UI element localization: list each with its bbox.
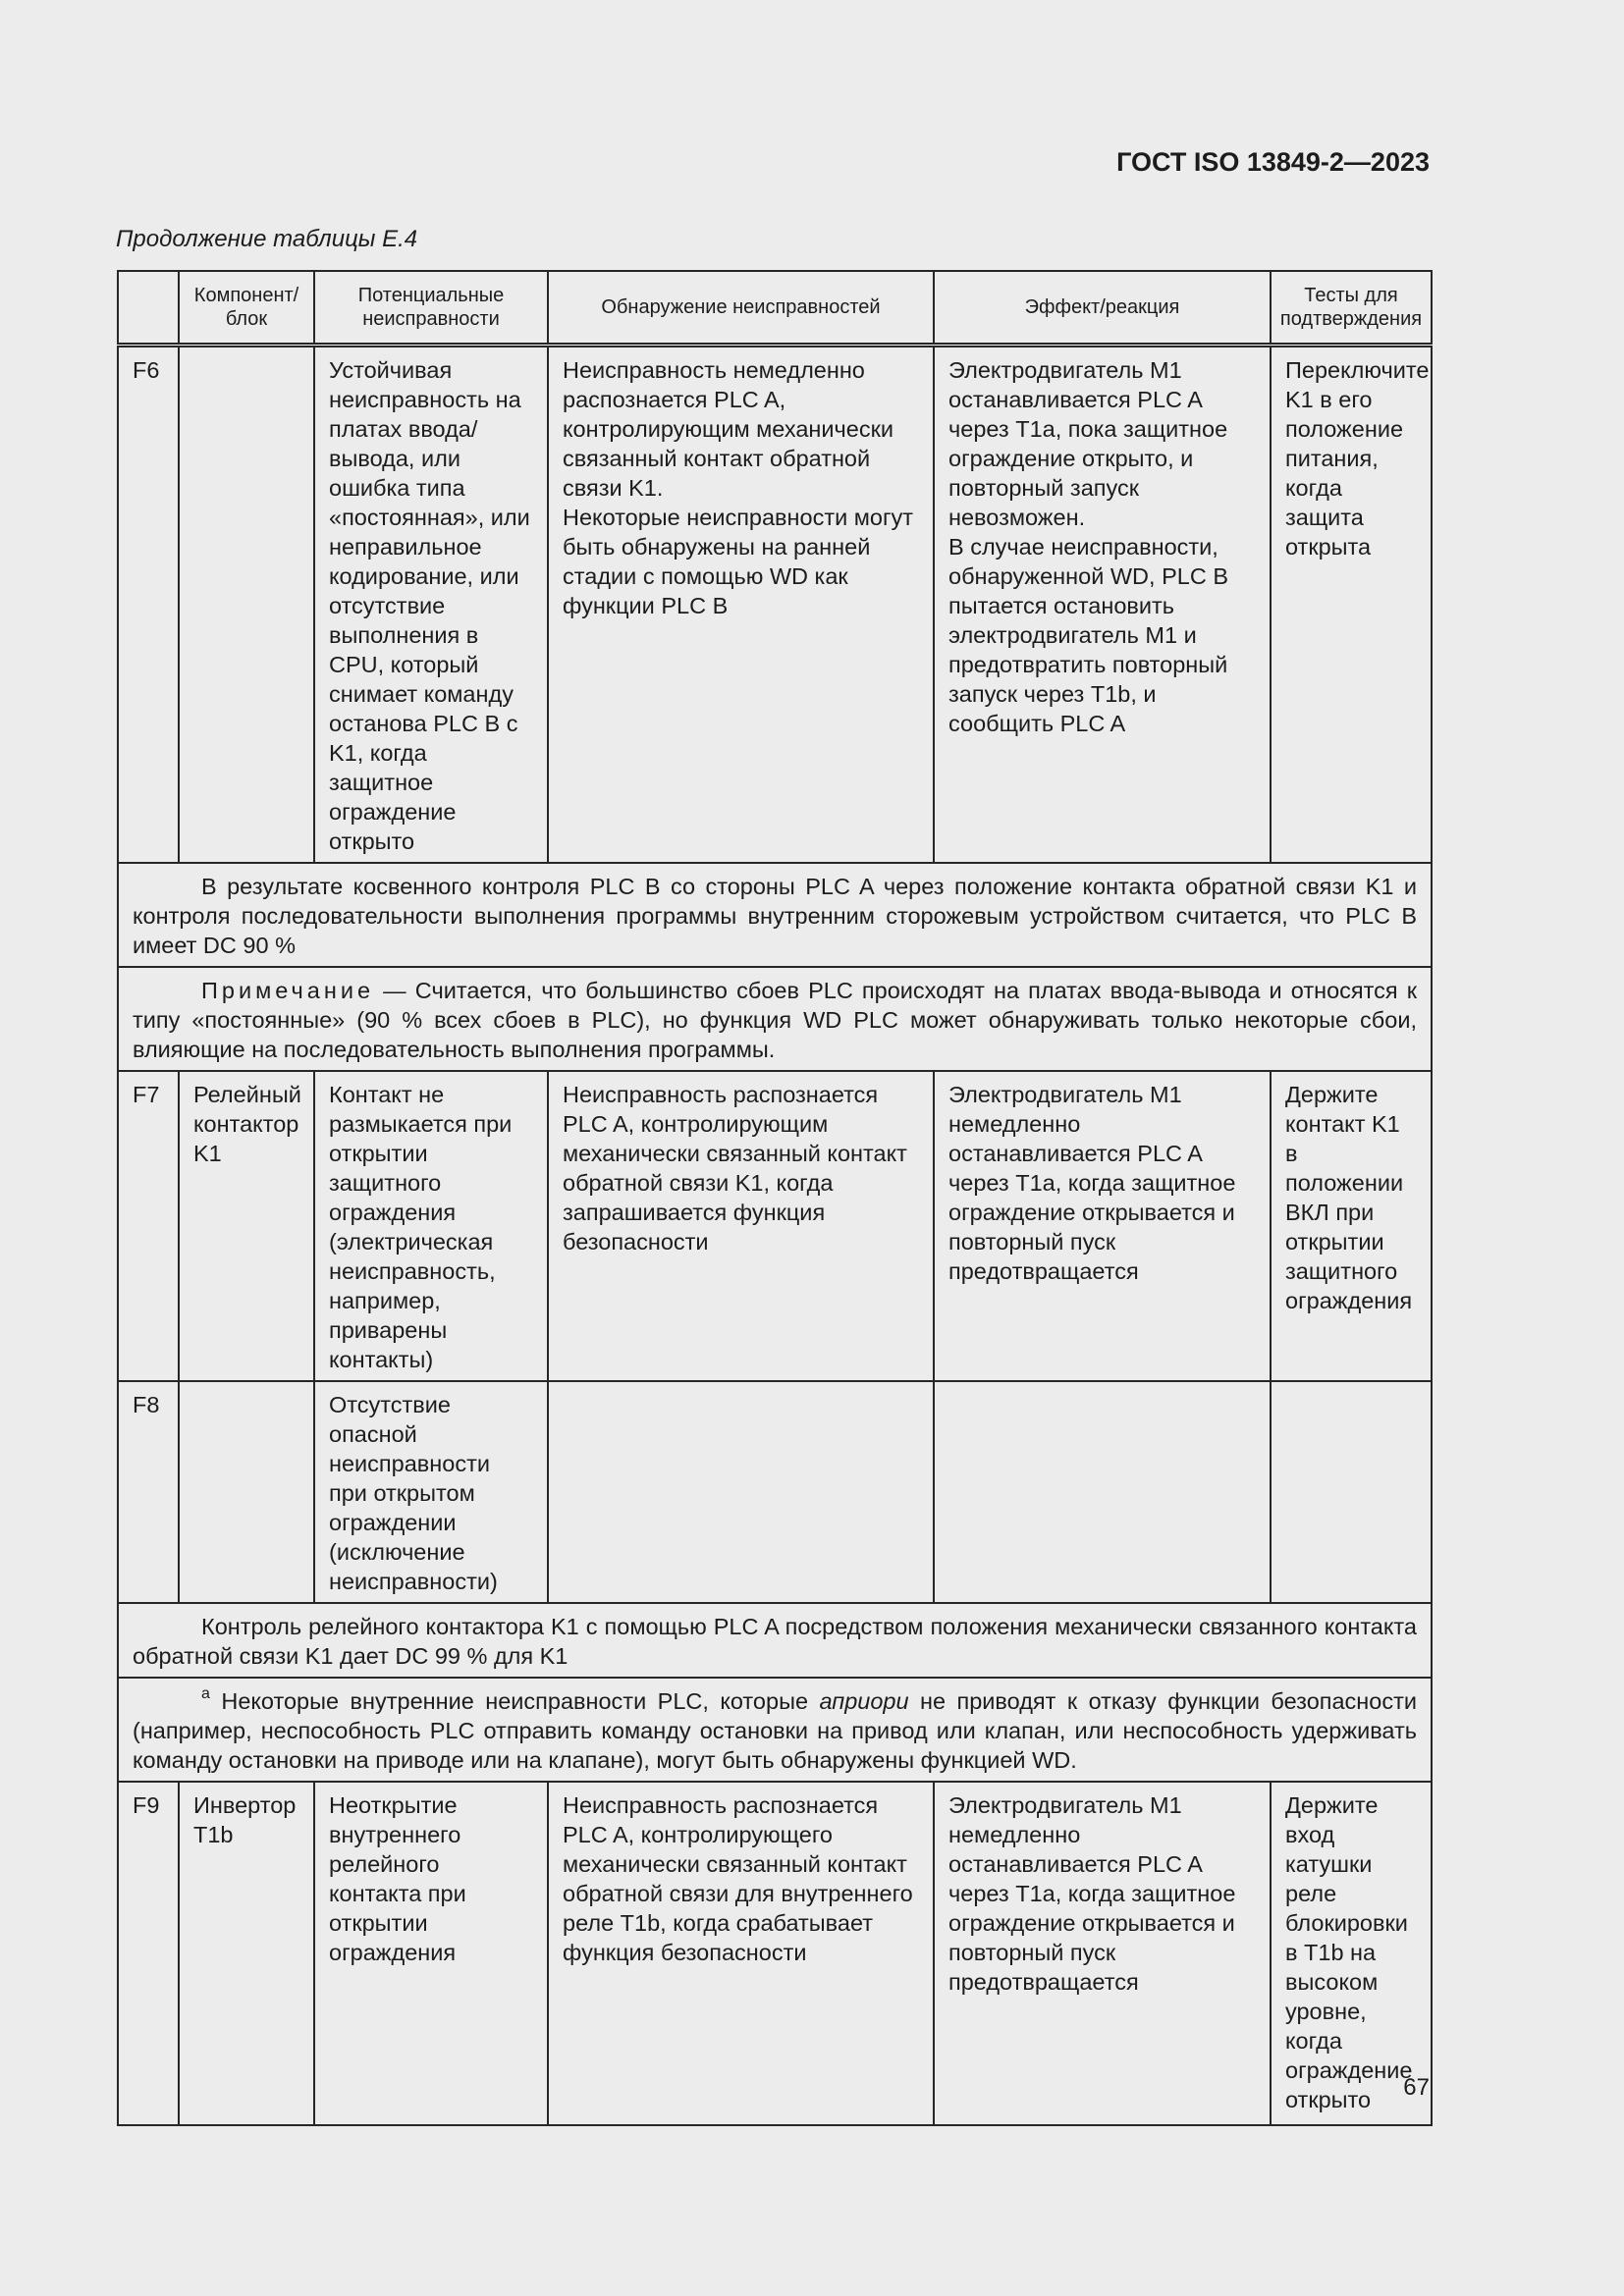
note-text: — Считается, что большинство сбоев PLC происходят на платах ввода-вывода и относятся к типу «постоянные» (90 % всех сбоев в PLC), но функция WD PLC может обнаруживать только некоторые сбои, влияющие на последовательность выполнения программы. [133,978,1417,1062]
header-tests: Тесты для подтверждения [1271,271,1432,346]
cell-id: F7 [118,1071,179,1381]
table-row-dc-note-2 [118,1603,1432,1678]
cell-detection [548,1381,934,1603]
note-cell [118,967,1432,1071]
dc-note-cell [118,863,1432,967]
table-row-dc-note-1 [118,863,1432,967]
footnote-emph: априори [819,1688,909,1714]
table-row-f7 [118,1071,1432,1381]
header-component: Компонент/ блок [179,271,314,346]
dc-note-text: Контроль релейного контактора K1 с помощью PLC A посредством положения механически связанного контакта обратной связи K1 дает DC 99 % для K1 [133,1614,1417,1669]
cell-effect: Электродвигатель M1 немедленно останавливается PLC A через T1a, когда защитное ограждение открывается и повторный пуск предотвращается [934,1782,1271,2125]
cell-id: F8 [118,1381,179,1603]
page-number: 67 [1403,2074,1430,2101]
note-label: Примечание [201,978,375,1003]
table-row-f8 [118,1381,1432,1603]
cell-tests: Держите вход катушки реле блокировки в T1b на высоком уровне, когда ограждение открыто [1271,1782,1432,2125]
cell-detection: Неисправность распознается PLC A, контролирующего механически связанный контакт обратной связи для внутреннего реле T1b, когда срабатывает функция безопасности [548,1782,934,2125]
header-id [118,271,179,346]
cell-component [179,1381,314,1603]
cell-faults: Неоткрытие внутреннего релейного контакта при открытии ограждения [314,1782,548,2125]
fault-table [117,270,1433,2126]
table-row-footnote [118,1678,1432,1782]
cell-detection: Неисправность распознается PLC A, контролирующим механически связанный контакт обратной связи K1, когда запрашивается функция безопасности [548,1071,934,1381]
table-row-f6 [118,346,1432,864]
cell-effect: Электродвигатель M1 немедленно останавливается PLC A через T1a, когда защитное ограждение открывается и повторный пуск предотвращается [934,1071,1271,1381]
cell-detection: Неисправность немедленно распознается PLC A, контролирующим механически связанный контакт обратной связи K1. Некоторые неисправности могут быть обнаружены на ранней стадии с помощью WD как функции PLC B [548,346,934,864]
cell-tests [1271,1381,1432,1603]
cell-faults: Контакт не размыкается при открытии защитного ограждения (электрическая неисправность, например, приварены контакты) [314,1071,548,1381]
cell-faults: Отсутствие опасной неисправности при открытом ограждении (исключение неисправности) [314,1381,548,1603]
footnote-text-2: не приводят к отказу функции безопасности (например, неспособность PLC отправить команду остановки на привод или клапан, или неспособность удерживать команду остановки на приводе или на клапане), могут быть обнаружены функцией WD. [133,1688,1417,1773]
table-row-f9 [118,1782,1432,2125]
table-caption: Продолжение таблицы Е.4 [116,226,418,252]
header-faults: Потенциальные неисправности [314,271,548,346]
cell-effect [934,1381,1271,1603]
dc-note-text: В результате косвенного контроля PLC B со стороны PLC A через положение контакта обратной связи K1 и контроля последовательности выполнения программы внутренним сторожевым устройством считается, что PLC B имеет DC 90 % [133,874,1417,958]
footnote-text-1: Некоторые внутренние неисправности PLC, которые [209,1688,820,1714]
cell-id: F6 [118,346,179,864]
header-row [118,271,1432,346]
cell-tests: Держите контакт K1 в положении ВКЛ при открытии защитного ограждения [1271,1071,1432,1381]
dc-note-cell [118,1603,1432,1678]
cell-effect: Электродвигатель M1 останавливается PLC A через T1a, пока защитное ограждение открыто, и повторный запуск невозможен. В случае неисправности, обнаруженной WD, PLC B пытается остановить электродвигатель M1 и предотвратить повторный запуск через T1b, и сообщить PLC A [934,346,1271,864]
cell-component [179,346,314,864]
cell-faults: Устойчивая неисправность на платах ввода/ вывода, или ошибка типа «постоянная», или неправильное кодирование, или отсутствие выполнения в CPU, который снимает команду останова PLC B с K1, когда защитное ограждение открыто [314,346,548,864]
cell-id: F9 [118,1782,179,2125]
cell-tests: Переключите K1 в его положение питания, когда защита открыта [1271,346,1432,864]
table-row-note [118,967,1432,1071]
header-detection: Обнаружение неисправностей [548,271,934,346]
cell-component: Релейный контактор K1 [179,1071,314,1381]
header-effect: Эффект/реакция [934,271,1271,346]
footnote-marker: a [201,1685,210,1703]
document-code: ГОСТ ISO 13849-2—2023 [1116,147,1430,177]
footnote-cell [118,1678,1432,1782]
cell-component: Инвертор T1b [179,1782,314,2125]
